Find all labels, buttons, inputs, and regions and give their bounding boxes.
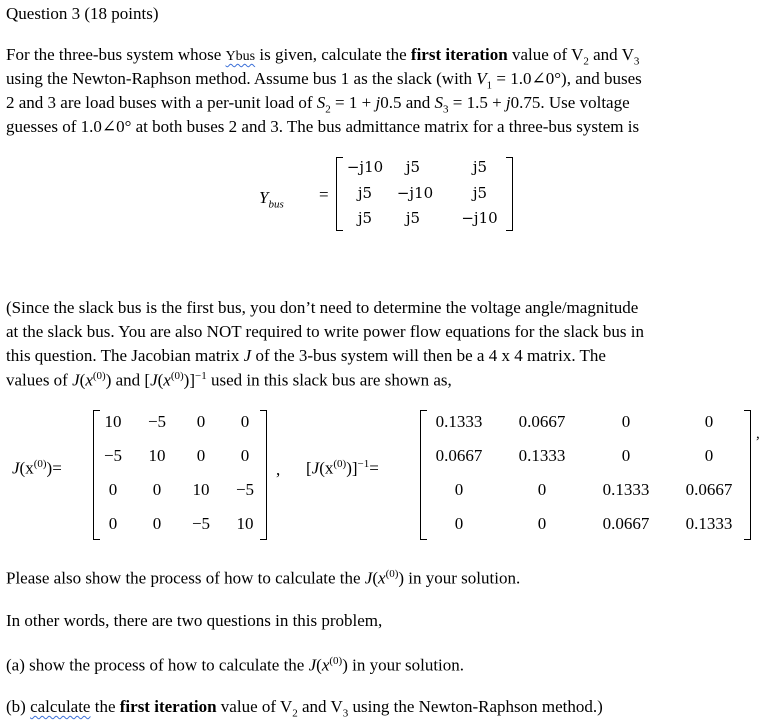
jacobian-inverse-cell: 0.1333 xyxy=(685,514,733,533)
jacobian-cell: −5 xyxy=(235,480,255,499)
para2-line2: at the slack bus. You are also NOT required to write power flow equations for the slack bus in xyxy=(6,322,644,341)
jacobian-label: $J(x^{(0)})=$ xyxy=(12,458,62,478)
jacobian-right-bracket xyxy=(260,410,267,540)
jacobian-inverse-cell: 0.0667 xyxy=(685,480,733,499)
ybus-cell: j5 xyxy=(405,209,421,227)
jacobian-cell: 10 xyxy=(148,446,166,465)
jacobian-cell: 0 xyxy=(196,412,206,431)
jacobian-cell: −5 xyxy=(103,446,123,465)
jacobian-cell: 0 xyxy=(240,446,250,465)
ybus-cell: j5 xyxy=(357,209,373,227)
jacobian-cell: −5 xyxy=(191,514,211,533)
jacobian-inverse-right-bracket xyxy=(744,410,751,540)
para1-line2: using the Newton-Raphson method. Assume bus 1 as the slack (with $V_1$ = 1.0∠0°), and buses xyxy=(6,69,642,92)
ybus-cell: j5 xyxy=(472,184,488,202)
show-process-line: Please also show the process of how to calculate the $J(x^{(0)})$ in your solution. xyxy=(6,568,521,588)
jacobian-cell: 10 xyxy=(104,412,122,431)
jacobian-cell: 0 xyxy=(196,446,206,465)
para2-line3: this question. The Jacobian matrix J of the 3-bus system will then be a 4 x 4 matrix. The xyxy=(6,346,606,365)
para2-line1: (Since the slack bus is the first bus, you don’t need to determine the voltage angle/magnitude xyxy=(6,298,639,317)
ybus-cell: j5 xyxy=(472,158,488,176)
para1-line1: For the three-bus system whose Ybus is given, calculate the first iteration value of $V_2$ and $V_3$ xyxy=(6,45,640,68)
calculate-word: calculate xyxy=(30,697,91,716)
jacobian-inverse-cell: 0.1333 xyxy=(518,446,566,465)
para2-line4: values of $J(x^{(0)})$ and $[J(x^{(0)})]^{-1}$ used in this slack bus are shown as, xyxy=(6,370,452,390)
ybus-cell: −j10 xyxy=(346,158,384,176)
jacobian-inverse-cell: 0 xyxy=(454,514,464,533)
jacobian-inverse-comma: , xyxy=(756,426,760,442)
jacobian-cell: 0 xyxy=(152,514,162,533)
jacobian-inverse-cell: 0.0667 xyxy=(518,412,566,431)
jacobian-inverse-label: $[J(x^{(0)})]^{-1}=$ xyxy=(306,458,379,478)
jacobian-cell: 0 xyxy=(240,412,250,431)
jacobian-cell: 10 xyxy=(236,514,254,533)
para1-line3: 2 and 3 are load buses with a per-unit load of $S_2 = 1 + j0.5$ and $S_3 = 1.5 + j0.75$. Use voltage xyxy=(6,93,630,116)
ybus-cell: −j10 xyxy=(396,184,434,202)
ybus-equals: = xyxy=(319,185,329,204)
ybus-cell: −j10 xyxy=(461,209,498,227)
para1-line4: guesses of 1.0∠0° at both buses 2 and 3. The bus admittance matrix for a three-bus system is xyxy=(6,117,640,136)
jacobian-cell: −5 xyxy=(147,412,167,431)
jacobian-inverse-cell: 0 xyxy=(454,480,464,499)
jacobian-cell: 10 xyxy=(192,480,210,499)
question-header: Question 3 (18 points) xyxy=(6,4,159,23)
jacobian-inverse-cell: 0.0667 xyxy=(435,446,483,465)
jacobian-inverse-cell: 0 xyxy=(537,514,547,533)
jacobian-comma: , xyxy=(276,460,281,479)
ybus-label: $Y_{bus}$ xyxy=(259,188,284,211)
jacobian-cell: 0 xyxy=(108,480,118,499)
jacobian-inverse-cell: 0 xyxy=(704,412,714,431)
jacobian-inverse-cell: 0 xyxy=(704,446,714,465)
ybus-cell: j5 xyxy=(357,184,373,202)
jacobian-inverse-cell: 0.0667 xyxy=(602,514,650,533)
other-words-line: In other words, there are two questions in this problem, xyxy=(6,611,383,630)
ybus-cell: j5 xyxy=(405,158,421,176)
jacobian-cell: 0 xyxy=(108,514,118,533)
jacobian-inverse-cell: 0.1333 xyxy=(602,480,650,499)
jacobian-inverse-cell: 0 xyxy=(621,412,631,431)
jacobian-inverse-cell: 0 xyxy=(537,480,547,499)
ybus-inline: Ybus xyxy=(225,49,256,64)
jacobian-inverse-cell: 0.1333 xyxy=(435,412,483,431)
part-b-line: (b) calculate the first iteration value of $V_2$ and $V_3$ using the Newton-Raphson method.) xyxy=(6,697,603,720)
jacobian-inverse-cell: 0 xyxy=(621,446,631,465)
ybus-right-bracket xyxy=(506,157,513,231)
jacobian-cell: 0 xyxy=(152,480,162,499)
part-a-line: (a) show the process of how to calculate the $J(x^{(0)})$ in your solution. xyxy=(6,655,465,675)
